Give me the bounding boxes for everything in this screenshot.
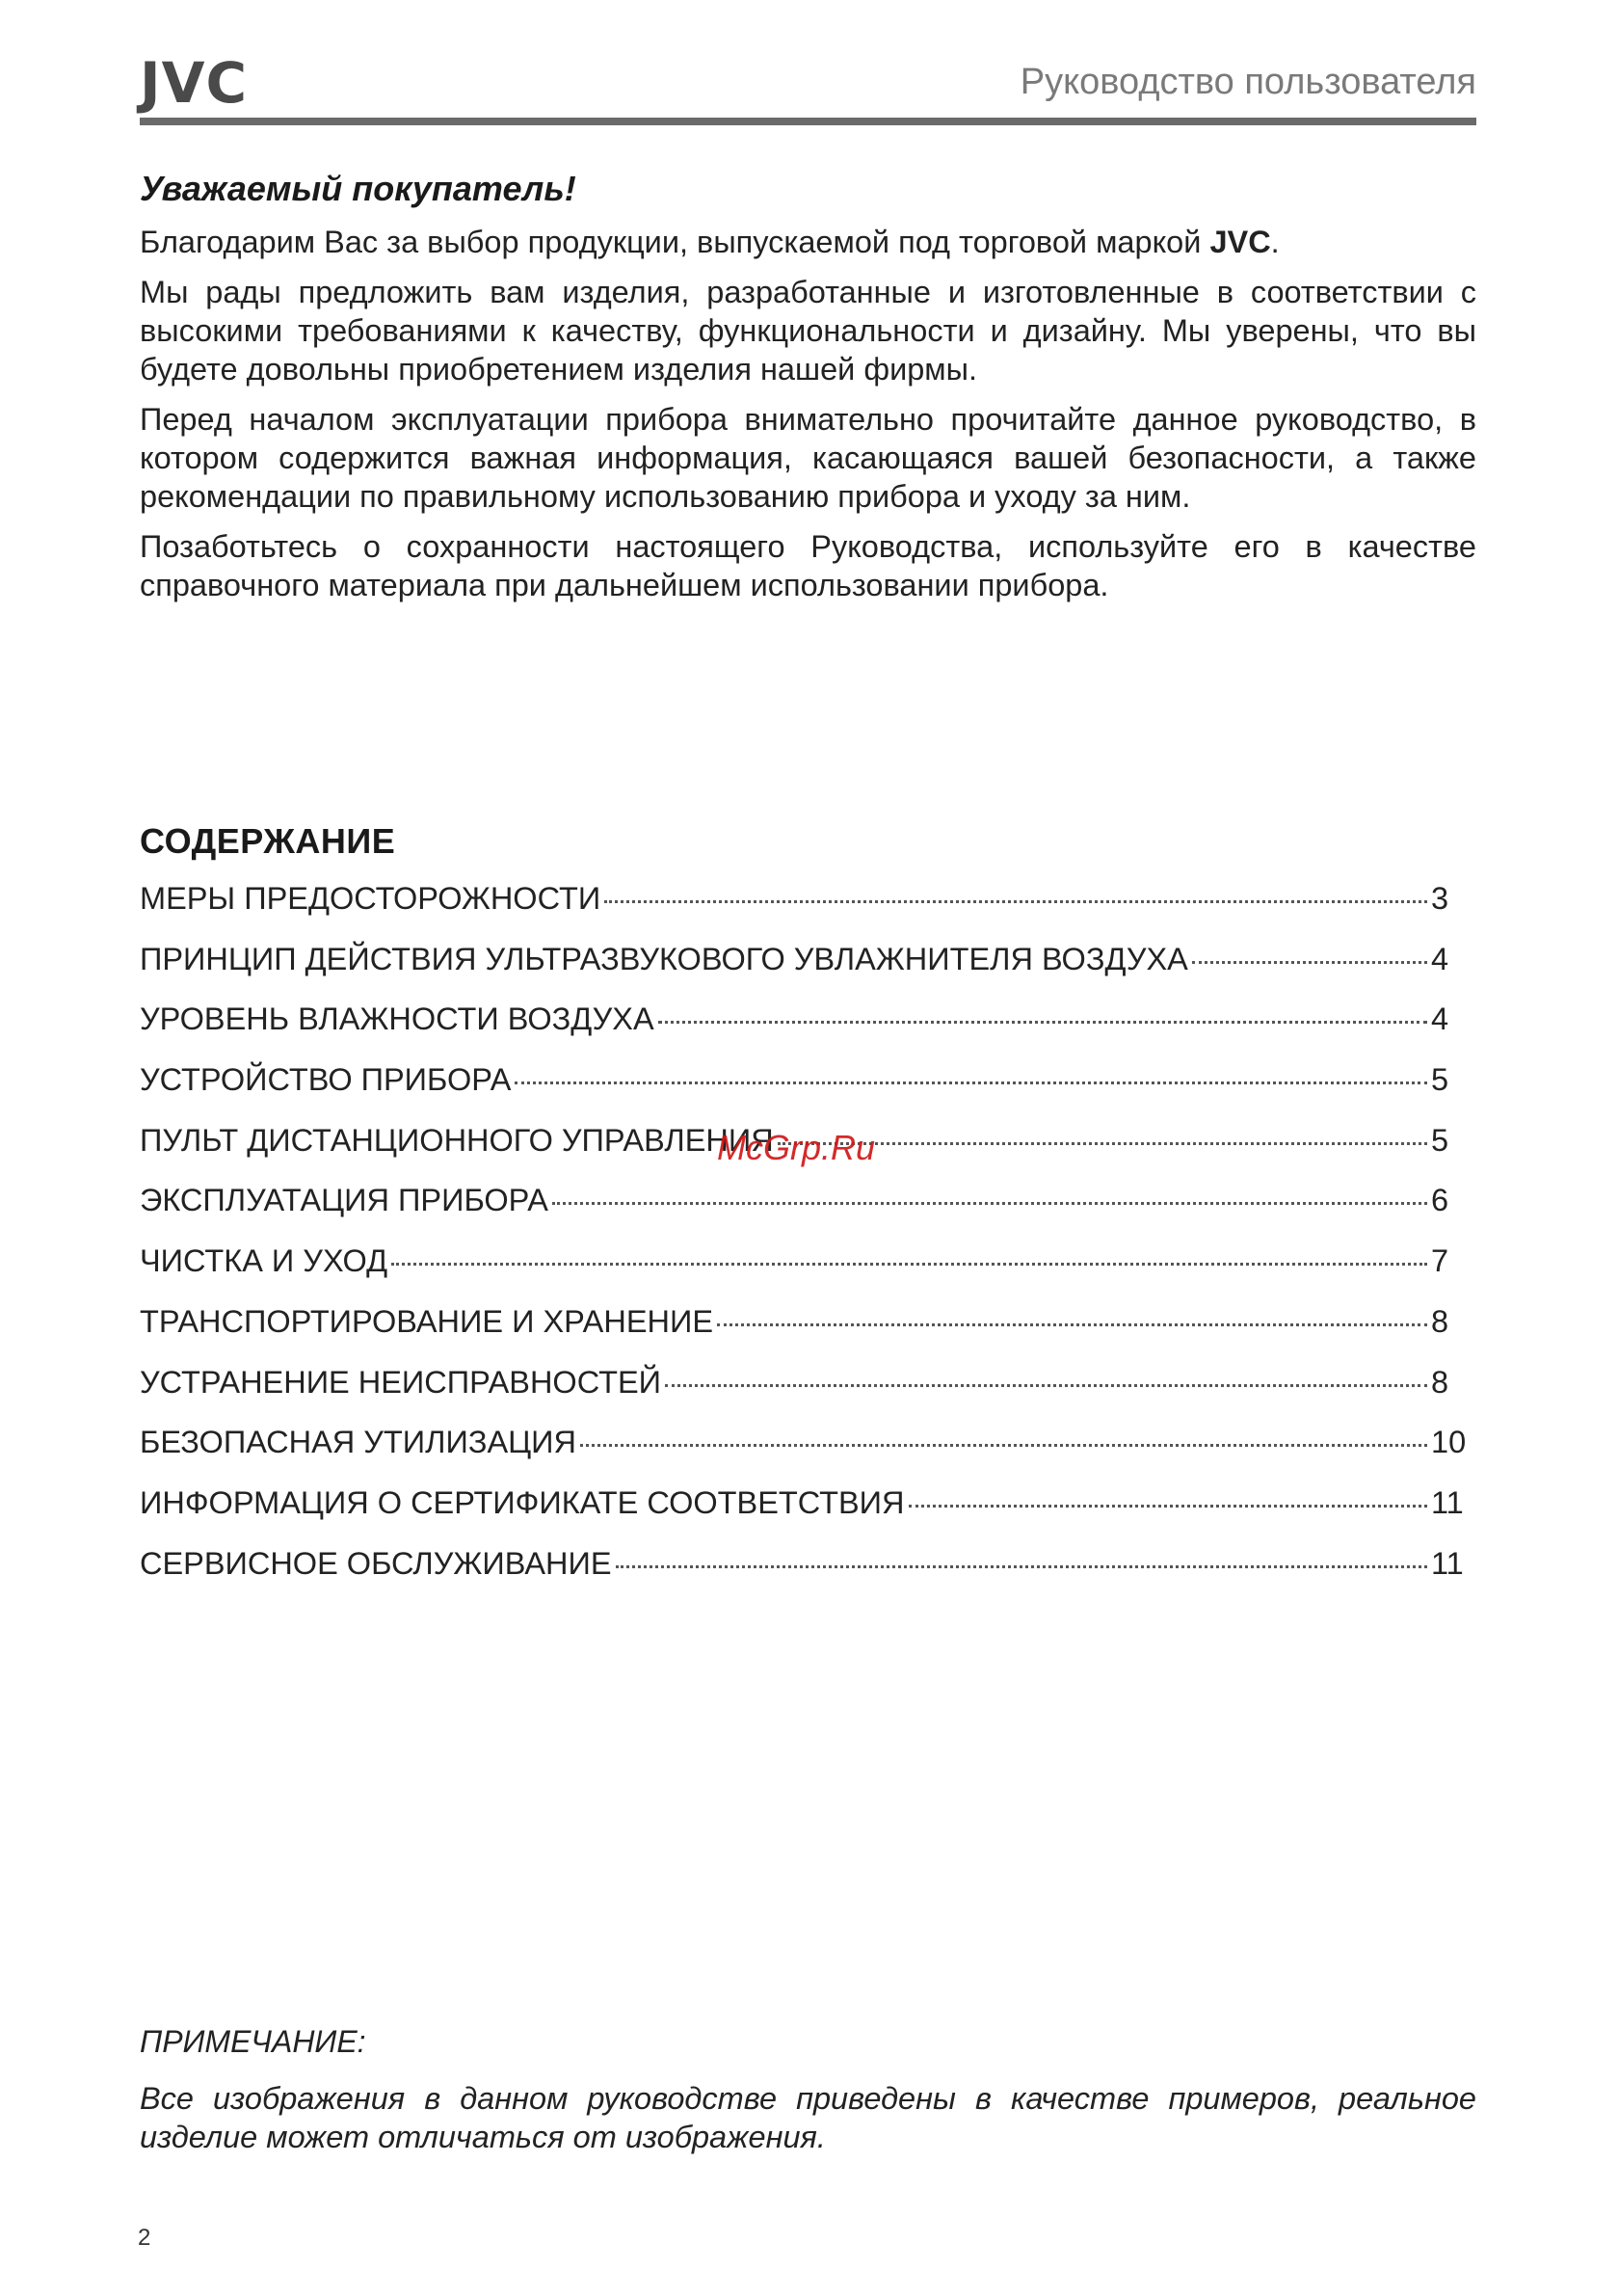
- intro-paragraph-1-text: Благодарим Вас за выбор продукции, выпускаемой под торговой маркой: [140, 225, 1210, 259]
- watermark-text: McGrp.Ru: [717, 1128, 876, 1167]
- toc-item-label: БЕЗОПАСНАЯ УТИЛИЗАЦИЯ: [140, 1425, 577, 1460]
- toc-item-page: 3: [1431, 881, 1449, 916]
- toc-item-label: ПУЛЬТ ДИСТАНЦИОННОГО УПРАВЛЕНИЯ: [140, 1122, 774, 1158]
- note-title: ПРИМЕЧАНИЕ:: [140, 2024, 366, 2059]
- toc-leader-dots: [1192, 961, 1427, 964]
- toc-item-label: МЕРЫ ПРЕДОСТОРОЖНОСТИ: [140, 881, 601, 916]
- intro-section: [140, 169, 1476, 616]
- toc-leader-dots: [616, 1565, 1427, 1568]
- table-of-contents: [140, 821, 1466, 1606]
- toc-item[interactable]: [140, 942, 1466, 1002]
- intro-paragraph-1: [140, 223, 1476, 261]
- intro-paragraph-2: Мы рады предложить вам изделия, разработанные и изготовленные в соответствии с высокими требованиями к качеству, функциональности и дизайну. Мы уверены, что вы будете довольны приобретением изделия нашей фирмы.: [140, 275, 1476, 387]
- header-divider: [140, 118, 1476, 125]
- toc-item[interactable]: [140, 1365, 1466, 1426]
- toc-item-page: 4: [1431, 941, 1449, 976]
- note-section: [140, 2024, 1476, 2156]
- toc-item-page: 8: [1431, 1303, 1449, 1339]
- document-type-title: Руководство пользователя: [1020, 62, 1476, 102]
- brand-name: JVC: [1209, 225, 1271, 259]
- toc-leader-dots: [665, 1384, 1427, 1387]
- toc-item[interactable]: [140, 1485, 1466, 1546]
- jvc-logo: JVC: [140, 50, 249, 116]
- toc-leader-dots: [391, 1263, 1427, 1266]
- toc-item[interactable]: [140, 1183, 1466, 1243]
- toc-item[interactable]: [140, 1243, 1466, 1304]
- intro-paragraph-1-end: .: [1270, 225, 1280, 259]
- intro-paragraph-4: Позаботьтесь о сохранности настоящего Руководства, используйте его в качестве справочного материала при дальнейшем использовании прибора.: [140, 529, 1476, 602]
- toc-leader-dots: [658, 1021, 1427, 1024]
- toc-leader-dots: [909, 1505, 1428, 1508]
- toc-item-label: УРОВЕНЬ ВЛАЖНОСТИ ВОЗДУХА: [140, 1001, 654, 1037]
- toc-item-page: 4: [1431, 1001, 1449, 1037]
- toc-item-page: 10: [1431, 1425, 1467, 1460]
- toc-item-label: СЕРВИСНОЕ ОБСЛУЖИВАНИЕ: [140, 1545, 612, 1581]
- page-header: [140, 44, 1476, 127]
- toc-item[interactable]: [140, 1304, 1466, 1365]
- toc-item-page: 5: [1431, 1062, 1449, 1098]
- toc-leader-dots: [552, 1202, 1427, 1205]
- toc-item-label: ТРАНСПОРТИРОВАНИЕ И ХРАНЕНИЕ: [140, 1303, 713, 1339]
- toc-item-label: ПРИНЦИП ДЕЙСТВИЯ УЛЬТРАЗВУКОВОГО УВЛАЖНИТЕЛЯ ВОЗДУХА: [140, 941, 1188, 976]
- note-text: Все изображения в данном руководстве приведены в качестве примеров, реальное изделие может отличаться от изображения.: [140, 2081, 1476, 2154]
- toc-leader-dots: [604, 900, 1427, 903]
- greeting-heading: Уважаемый покупатель!: [140, 169, 576, 208]
- toc-leader-dots: [580, 1444, 1427, 1447]
- toc-item-page: 11: [1431, 1545, 1464, 1581]
- toc-list: [140, 881, 1466, 1606]
- toc-item-label: ИНФОРМАЦИЯ О СЕРТИФИКАТЕ СООТВЕТСТВИЯ: [140, 1484, 905, 1520]
- toc-item[interactable]: [140, 1062, 1466, 1123]
- toc-item-label: УСТРОЙСТВО ПРИБОРА: [140, 1062, 512, 1098]
- toc-leader-dots: [515, 1081, 1427, 1084]
- intro-paragraph-3: Перед началом эксплуатации прибора внимательно прочитайте данное руководство, в котором содержится важная информация, касающаяся вашей безопасности, а также рекомендации по правильному использованию прибора и уходу за ним.: [140, 402, 1476, 514]
- toc-item-page: 8: [1431, 1364, 1449, 1400]
- toc-item-page: 7: [1431, 1243, 1449, 1279]
- toc-item[interactable]: [140, 1425, 1466, 1485]
- toc-leader-dots: [717, 1323, 1427, 1326]
- toc-item-label: ЭКСПЛУАТАЦИЯ ПРИБОРА: [140, 1183, 548, 1218]
- toc-item[interactable]: [140, 881, 1466, 942]
- toc-item-page: 6: [1431, 1183, 1449, 1218]
- page-number: 2: [138, 2225, 151, 2251]
- toc-item-label: ЧИСТКА И УХОД: [140, 1243, 388, 1279]
- toc-title: СОДЕРЖАНИЕ: [140, 821, 396, 861]
- toc-item[interactable]: [140, 1546, 1466, 1607]
- toc-item-label: УСТРАНЕНИЕ НЕИСПРАВНОСТЕЙ: [140, 1364, 661, 1400]
- toc-item-page: 11: [1431, 1484, 1464, 1520]
- toc-item[interactable]: [140, 1001, 1466, 1062]
- toc-item-page: 5: [1431, 1122, 1449, 1158]
